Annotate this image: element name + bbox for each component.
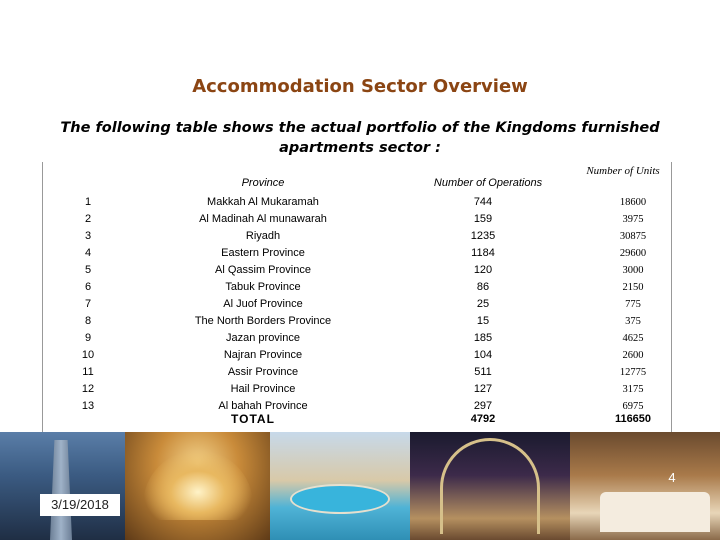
row-units: 12775 [619, 367, 647, 378]
row-number: 2 [84, 213, 92, 225]
row-number: 5 [84, 264, 92, 276]
table-row [43, 211, 673, 228]
row-operations: 1235 [470, 230, 496, 242]
total-operations: 4792 [470, 413, 496, 425]
header-province: Province [241, 177, 285, 189]
slide-number: 4 [668, 470, 676, 485]
table-row [43, 330, 673, 347]
row-operations: 127 [473, 383, 493, 395]
row-number: 10 [81, 349, 95, 361]
row-number: 13 [81, 400, 95, 412]
table-row [43, 279, 673, 296]
table-row [43, 228, 673, 245]
row-operations: 185 [473, 332, 493, 344]
row-number: 11 [82, 366, 94, 378]
row-units: 4625 [622, 333, 644, 344]
row-number: 6 [84, 281, 92, 293]
row-operations: 744 [473, 196, 493, 208]
row-province: Hail Province [230, 383, 296, 395]
row-units: 3175 [622, 384, 644, 395]
table-row [43, 381, 673, 398]
row-units: 775 [625, 299, 641, 310]
row-number: 7 [84, 298, 92, 310]
row-units: 375 [625, 316, 641, 327]
row-units: 18600 [619, 197, 647, 208]
row-operations: 159 [473, 213, 493, 225]
row-province: The North Borders Province [194, 315, 332, 327]
row-units: 3000 [622, 265, 644, 276]
row-number: 1 [84, 196, 92, 208]
row-number: 8 [84, 315, 92, 327]
row-operations: 86 [476, 281, 490, 293]
total-row [43, 411, 673, 428]
table-row [43, 194, 673, 211]
row-province: Riyadh [245, 230, 281, 242]
row-operations: 1184 [471, 247, 495, 259]
row-operations: 120 [473, 264, 493, 276]
photo-arched-building [410, 432, 570, 540]
photo-kingdom-tower [0, 432, 125, 540]
row-units: 29600 [619, 248, 647, 259]
header-operations: Number of Operations [433, 177, 543, 189]
row-units: 6975 [622, 401, 644, 412]
portfolio-table [42, 162, 672, 432]
header-units: Number of Units [586, 165, 660, 177]
slide-subtitle: The following table shows the actual portfolio of the Kingdoms furnished apartments sector : [60, 120, 660, 156]
photo-hotel-lobby [125, 432, 270, 540]
row-province: Al bahah Province [218, 400, 308, 412]
row-province: Assir Province [227, 366, 299, 378]
footer-date: 3/19/2018 [40, 494, 120, 516]
row-operations: 15 [476, 315, 490, 327]
row-operations: 104 [473, 349, 493, 361]
table-row [43, 347, 673, 364]
row-province: Al Madinah Al munawarah [199, 213, 327, 225]
table-row [43, 262, 673, 279]
table-row [43, 296, 673, 313]
row-province: Al Qassim Province [215, 264, 311, 276]
row-number: 4 [84, 247, 92, 259]
row-units: 2600 [622, 350, 644, 361]
row-province: Jazan province [226, 332, 300, 344]
row-operations: 25 [476, 298, 490, 310]
row-units: 2150 [622, 282, 644, 293]
row-operations: 297 [473, 400, 493, 412]
row-units: 30875 [619, 231, 647, 242]
row-number: 9 [84, 332, 92, 344]
row-number: 3 [84, 230, 92, 242]
total-units: 116650 [614, 413, 652, 425]
row-units: 3975 [622, 214, 644, 225]
row-province: Makkah Al Mukaramah [207, 196, 319, 208]
photo-resort-pool [270, 432, 410, 540]
table-row [43, 313, 673, 330]
row-province: Tabuk Province [225, 281, 301, 293]
row-province: Eastern Province [221, 247, 305, 259]
row-number: 12 [81, 383, 95, 395]
table-row [43, 245, 673, 262]
table-row [43, 364, 673, 381]
row-operations: 511 [474, 366, 492, 378]
photo-strip [0, 432, 720, 540]
row-province: Al Juof Province [223, 298, 303, 310]
slide-title: Accommodation Sector Overview [192, 76, 528, 97]
total-label: TOTAL [231, 412, 275, 426]
photo-hotel-room [570, 432, 720, 540]
row-province: Najran Province [223, 349, 303, 361]
